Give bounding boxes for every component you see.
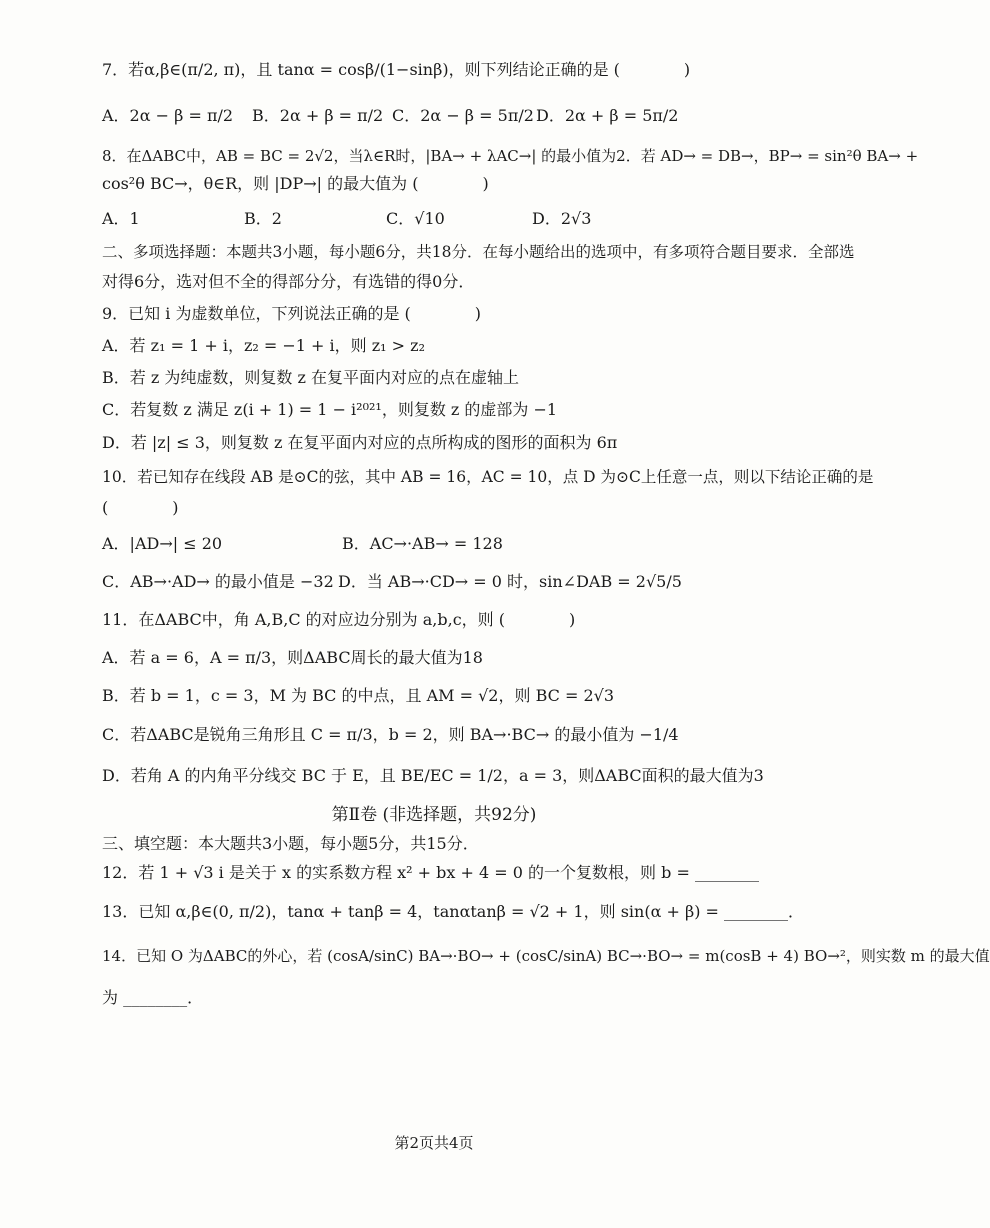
q7-option-b: B．2α + β = π/2: [252, 106, 384, 125]
q10-stem-line1: 10．若已知存在线段 AB 是⊙C的弦，其中 AB = 16，AC = 10，点 D 为⊙C上任意一点，则以下结论正确的是: [102, 468, 874, 486]
q12-stem: 12．若 1 + √3 i 是关于 x 的实系数方程 x² + bx + 4 = 0 的一个复数根，则 b = ________: [102, 863, 759, 882]
q9-option-c: C．若复数 z 满足 z(i + 1) = 1 − i²⁰²¹，则复数 z 的虚部为 −1: [102, 400, 558, 419]
q7-stem: 7．若α,β∈(π/2, π)，且 tanα = cosβ/(1−sinβ)，则下列结论正确的是 ( ): [102, 60, 691, 79]
q7-option-d: D．2α + β = 5π/2: [536, 106, 679, 125]
q10-stem-line2: ( ): [102, 498, 179, 517]
q11-option-d: D．若角 A 的内角平分线交 BC 于 E，且 BE/EC = 1/2，a = 3，则ΔABC面积的最大值为3: [102, 766, 764, 785]
q9-option-b: B．若 z 为纯虚数，则复数 z 在复平面内对应的点在虚轴上: [102, 368, 519, 387]
section3-instructions: 三、填空题：本大题共3小题，每小题5分，共15分．: [102, 834, 479, 853]
q10-option-c: C．AB→·AD→ 的最小值是 −32: [102, 572, 334, 591]
q11-option-c: C．若ΔABC是锐角三角形且 C = π/3，b = 2，则 BA→·BC→ 的最小值为 −1/4: [102, 725, 679, 744]
section2-instructions-line1: 二、多项选择题：本题共3小题，每小题6分，共18分．在每小题给出的选项中，有多项符合题目要求．全部选: [102, 243, 855, 261]
page-number: 第2页共4页: [394, 1134, 474, 1152]
q8-option-a: A．1: [102, 209, 140, 228]
q9-option-d: D．若 |z| ≤ 3，则复数 z 在复平面内对应的点所构成的图形的面积为 6π: [102, 433, 618, 452]
q7-option-a: A．2α − β = π/2: [102, 106, 234, 125]
part2-title: 第Ⅱ卷 (非选择题，共92分): [331, 805, 537, 825]
q14-stem-line1: 14．已知 O 为ΔABC的外心，若 (cosA/sinC) BA→·BO→ + (cosC/sinA) BC→·BO→ = m(cosB + 4) BO→²，则实数 m 的最大值: [102, 947, 990, 965]
q14-stem-line2: 为 ________．: [102, 988, 204, 1007]
q7-option-c: C．2α − β = 5π/2: [392, 106, 534, 125]
q9-option-a: A．若 z₁ = 1 + i，z₂ = −1 + i，则 z₁ > z₂: [102, 336, 425, 355]
q8-option-c: C．√10: [386, 209, 445, 228]
q11-stem: 11．在ΔABC中，角 A,B,C 的对应边分别为 a,b,c，则 ( ): [102, 610, 576, 629]
q10-option-d: D．当 AB→·CD→ = 0 时，sin∠DAB = 2√5/5: [338, 572, 682, 591]
q8-option-b: B．2: [244, 209, 282, 228]
q11-option-a: A．若 a = 6，A = π/3，则ΔABC周长的最大值为18: [102, 648, 483, 667]
section2-instructions-line2: 对得6分，选对但不全的得部分分，有选错的得0分．: [102, 272, 475, 291]
q8-stem-line1: 8．在ΔABC中，AB = BC = 2√2，当λ∈R时，|BA→ + λAC→| 的最小值为2．若 AD→ = DB→，BP→ = sin²θ BA→ +: [102, 147, 919, 165]
q10-option-a: A．|AD→| ≤ 20: [102, 534, 223, 553]
q13-stem: 13．已知 α,β∈(0, π/2)，tanα + tanβ = 4，tanαtanβ = √2 + 1，则 sin(α + β) = ________．: [102, 902, 805, 921]
q8-stem-line2: cos²θ BC→，θ∈R，则 |DP→| 的最大值为 ( ): [102, 174, 489, 193]
q11-option-b: B．若 b = 1，c = 3，M 为 BC 的中点，且 AM = √2，则 BC = 2√3: [102, 686, 614, 705]
q9-stem: 9．已知 i 为虚数单位，下列说法正确的是 ( ): [102, 304, 482, 323]
q8-option-d: D．2√3: [532, 209, 592, 228]
q10-option-b: B．AC→·AB→ = 128: [342, 534, 503, 553]
